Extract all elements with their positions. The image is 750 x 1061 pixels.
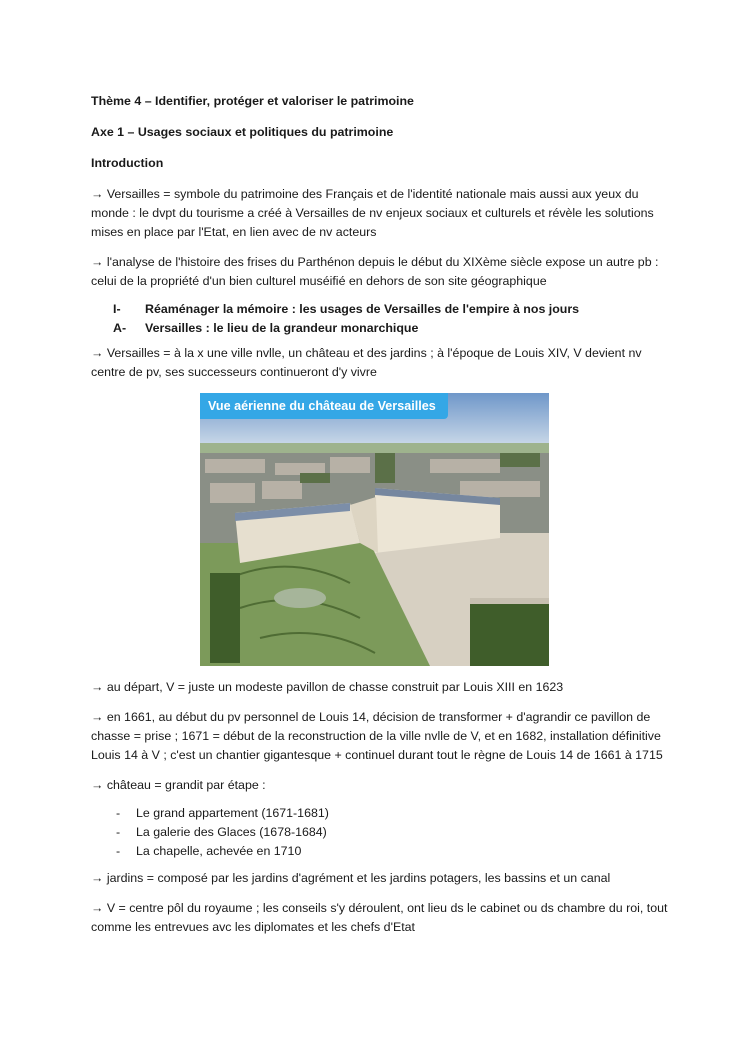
list-dash: - <box>116 844 121 858</box>
outline-text: Réaménager la mémoire : les usages de Versailles de l'empire à nos jours <box>145 302 580 316</box>
aerial-photo-versailles <box>200 393 549 666</box>
paragraph-depart: → au départ, V = juste un modeste pavillon de chasse construit par Louis XIII en 1623 <box>91 680 564 694</box>
list-item-text: Le grand appartement (1671-1681) <box>136 806 329 820</box>
paragraph-jardins: → jardins = composé par les jardins d'agrément et les jardins potagers, les bassins et un canal <box>91 871 611 885</box>
outline-item <box>91 319 671 338</box>
chateau-steps-list <box>91 804 671 861</box>
list-item-text: La galerie des Glaces (1678-1684) <box>136 825 327 839</box>
outline-number: I- <box>113 302 121 316</box>
paragraph-chateau: → château = grandit par étape : <box>91 778 266 792</box>
list-item <box>91 823 671 842</box>
figure-caption: Vue aérienne du château de Versailles <box>200 393 448 419</box>
section-outline <box>91 300 671 338</box>
theme-title: Thème 4 – Identifier, protéger et valoriser le patrimoine <box>91 94 414 108</box>
list-item <box>91 804 671 823</box>
paragraph-1661: → en 1661, au début du pv personnel de Louis 14, décision de transformer + d'agrandir ce pavillon de chasse = prise ; 1671 = début de la reconstruction de la ville nvlle de V, et en 1682, installation définitive Louis 14 à V ; c'est un chantier gigantesque + continuel durant tout le règne de Louis 14 de 1661 à 1715 <box>91 710 663 762</box>
outline-item <box>91 300 671 319</box>
list-dash: - <box>116 806 121 820</box>
aerial-photo-illustration <box>200 393 549 666</box>
paragraph-versailles: → Versailles = à la x une ville nvlle, un château et des jardins ; à l'époque de Louis XIV, V devient nv centre de pv, ses successeurs continueront d'y vivre <box>91 346 642 379</box>
paragraph-centre: → V = centre pôl du royaume ; les conseils s'y déroulent, ont lieu ds le cabinet ou ds chambre du roi, tout comme les entrevues avc les diplomates et les chefs d'Etat <box>91 901 668 934</box>
list-item-text: La chapelle, achevée en 1710 <box>136 844 302 858</box>
outline-text: Versailles : le lieu de la grandeur monarchique <box>145 321 419 335</box>
outline-number: A- <box>113 321 127 335</box>
list-dash: - <box>116 825 121 839</box>
intro-paragraph: → l'analyse de l'histoire des frises du Parthénon depuis le début du XIXème siècle expose un autre pb : celui de la propriété d'un bien culturel muséifié en dehors de son site géographique <box>91 255 659 288</box>
intro-paragraph: → Versailles = symbole du patrimoine des Français et de l'identité nationale mais aussi aux yeux du monde : le dvpt du tourisme a créé à Versailles de nv enjeux sociaux et culturels et révèle les solutions mises en place par l'Etat, en lien avec de nv acteurs <box>91 187 654 239</box>
axe-title: Axe 1 – Usages sociaux et politiques du patrimoine <box>91 125 394 139</box>
intro-heading: Introduction <box>91 156 164 170</box>
document-page <box>91 92 671 948</box>
list-item <box>91 842 671 861</box>
